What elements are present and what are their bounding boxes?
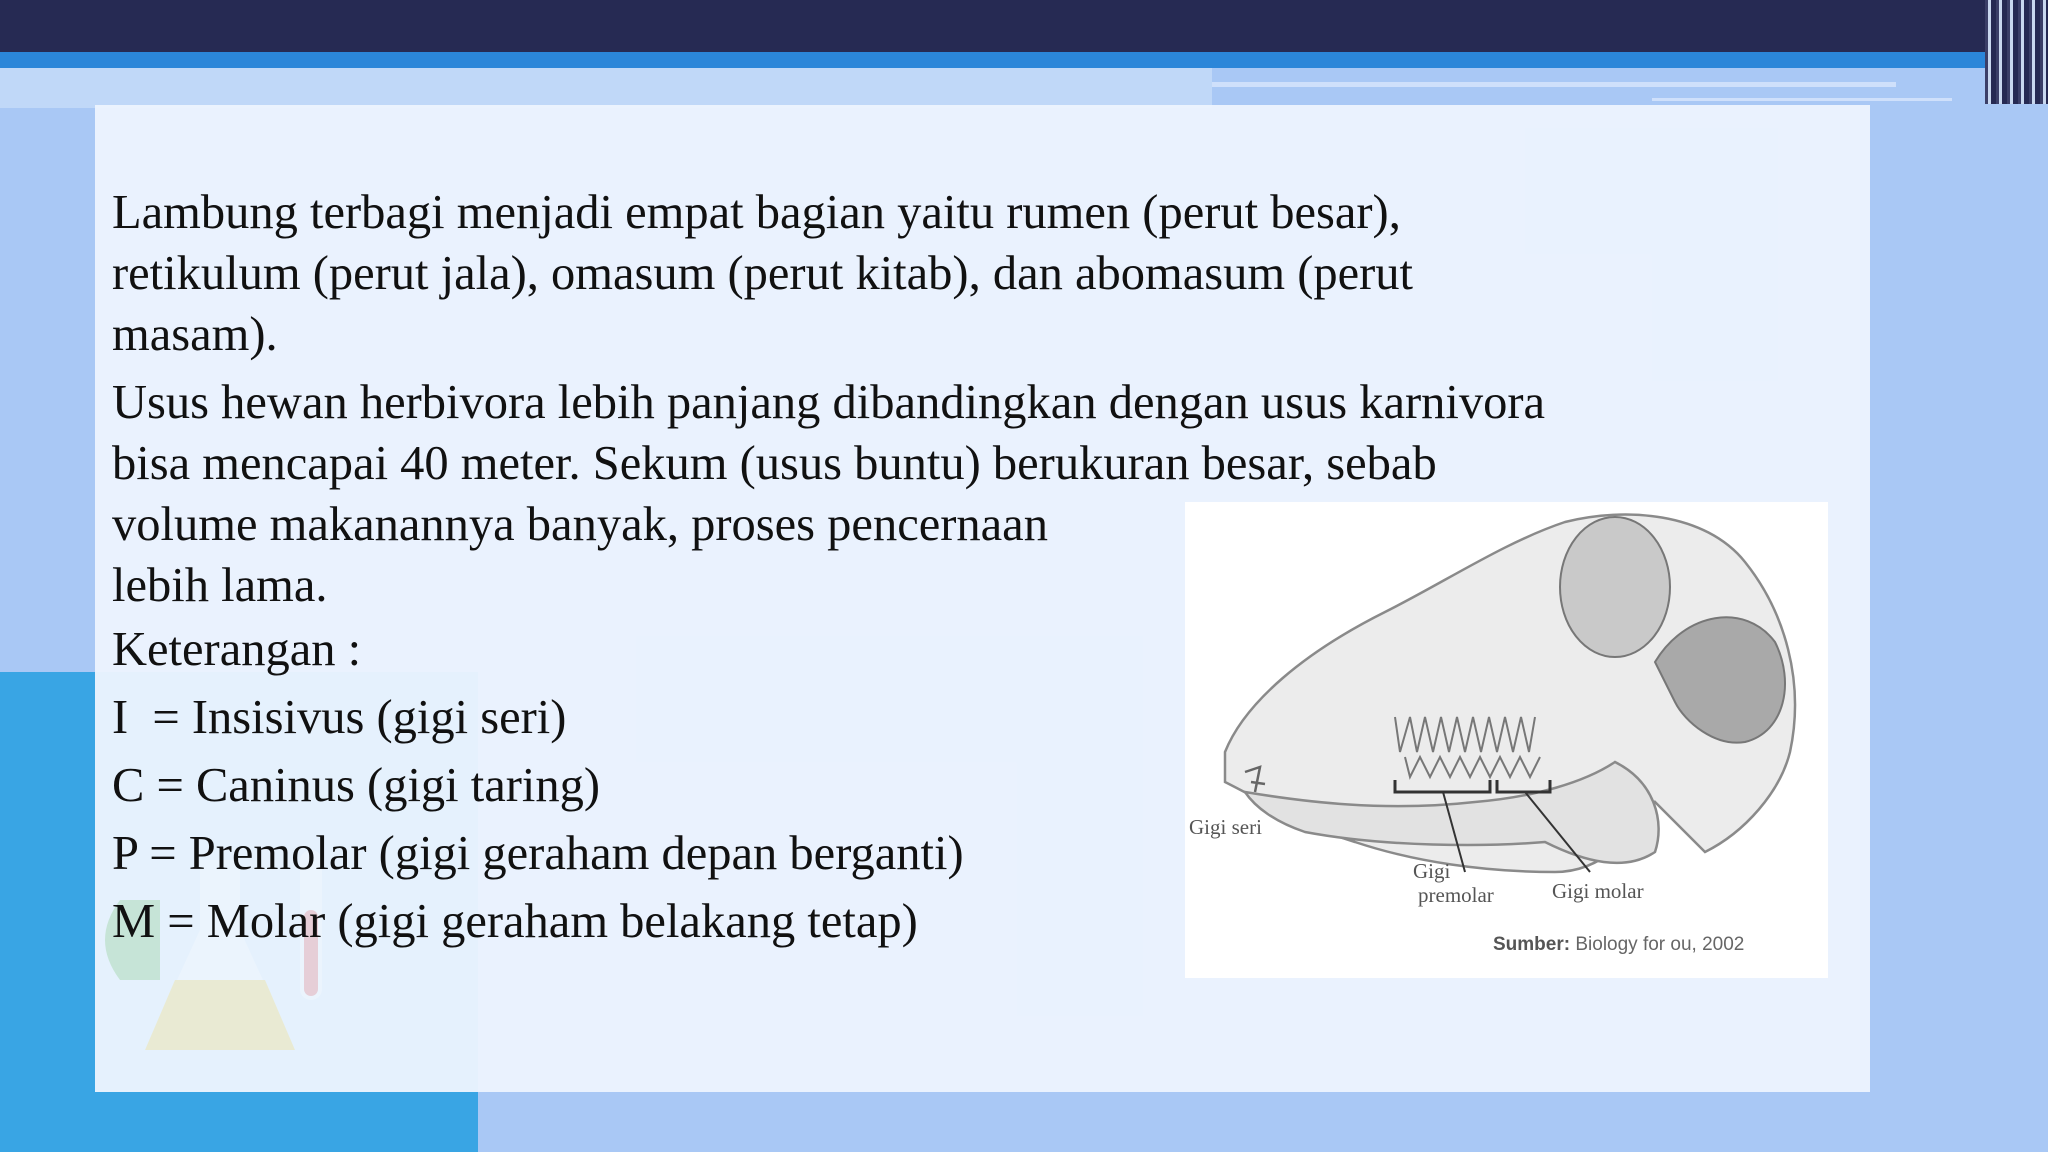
figure-source — [1493, 934, 1744, 956]
source-prefix: Sumber: — [1493, 934, 1571, 955]
source-text: Biology for ou, 2002 — [1575, 934, 1745, 955]
legend-item-premolar: P = Premolar (gigi geraham depan berganti) — [112, 827, 964, 880]
text-line: volume makanannya banyak, proses pencernaan — [112, 498, 1048, 551]
legend-item-incisor: I = Insisivus (gigi seri) — [112, 691, 567, 744]
top-light-band — [0, 68, 1212, 108]
legend-item-canine: C = Caninus (gigi taring) — [112, 759, 601, 812]
text-line: masam). — [112, 308, 278, 361]
decorative-line — [1652, 98, 1952, 101]
text-line: lebih lama. — [112, 559, 328, 612]
label-molar: Gigi molar — [1552, 879, 1644, 903]
legend-item-molar: M = Molar (gigi geraham belakang tetap) — [112, 895, 918, 948]
legend-heading: Keterangan : — [112, 623, 362, 676]
skull-figure — [1185, 502, 1828, 978]
text-line: retikulum (perut jala), omasum (perut kitab), dan abomasum (perut — [112, 247, 1414, 300]
label-incisor: Gigi seri — [1189, 815, 1262, 839]
text-line: bisa mencapai 40 meter. Sekum (usus buntu) berukuran besar, sebab — [112, 437, 1437, 490]
text-line: Usus hewan herbivora lebih panjang dibandingkan dengan usus karnivora — [112, 376, 1546, 429]
decorative-line — [1212, 82, 1896, 87]
herbivore-skull-illustration — [1185, 502, 1828, 978]
top-navy-band — [0, 0, 2048, 52]
text-line: Lambung terbagi menjadi empat bagian yaitu rumen (perut besar), — [112, 186, 1401, 239]
label-premolar-line1: Gigi — [1413, 859, 1451, 883]
top-blue-band — [0, 52, 2048, 68]
decorative-stripes — [1985, 0, 2048, 104]
label-premolar-line2: premolar — [1418, 883, 1494, 907]
stomach-paragraph — [112, 182, 1802, 365]
